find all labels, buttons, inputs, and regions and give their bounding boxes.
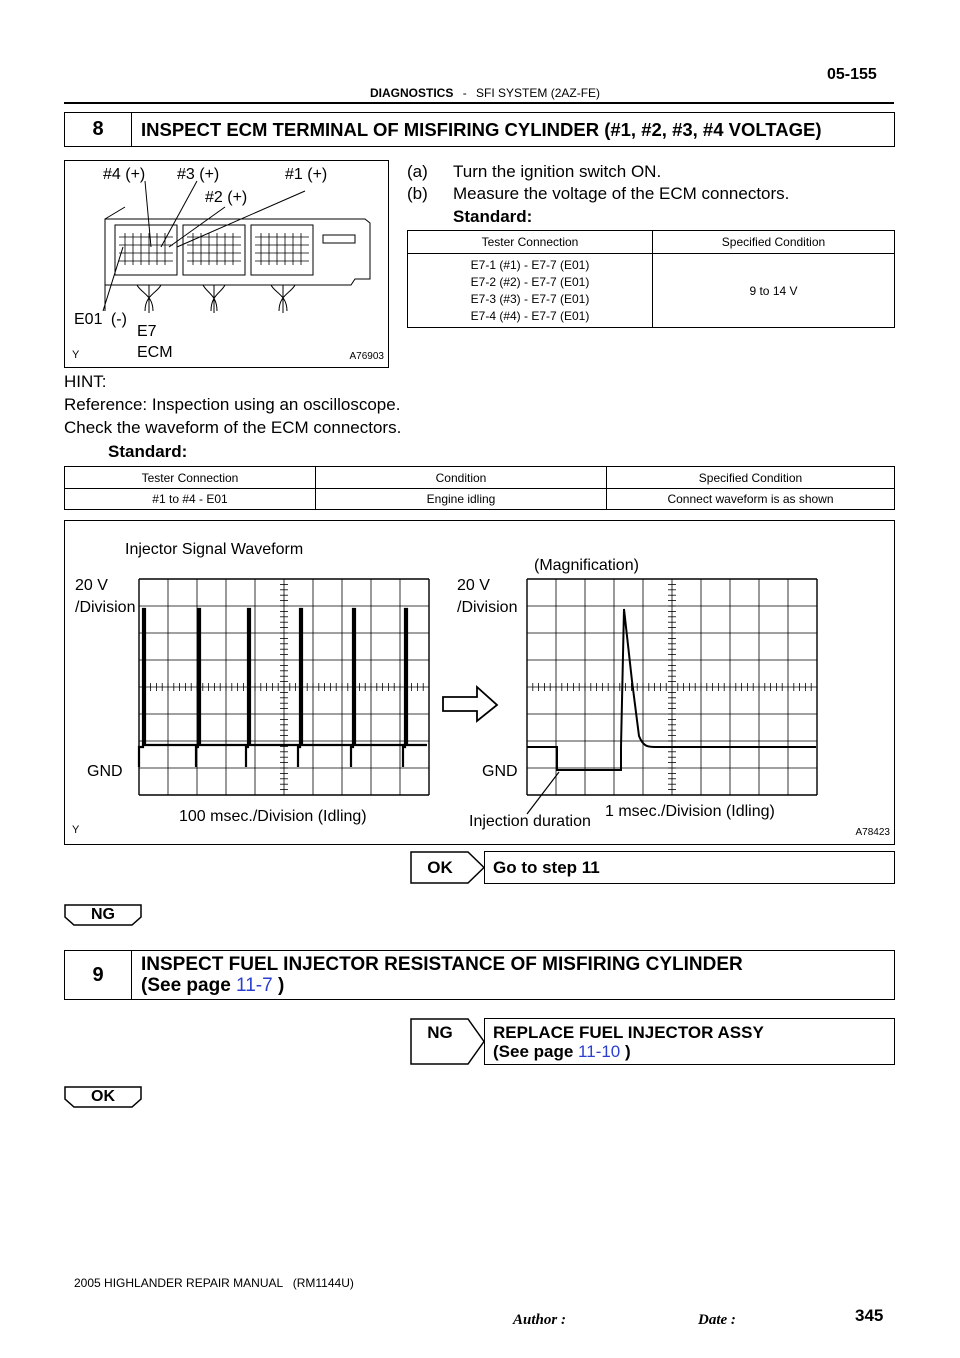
table1-connection-3: E7-3 (#3) - E7-7 (E01) — [470, 291, 590, 306]
standard-label-1: Standard: — [453, 207, 533, 226]
magnification-label: (Magnification) — [534, 557, 639, 574]
ng-tag-label: NG — [91, 906, 115, 923]
standard-label-2: Standard: — [108, 442, 188, 461]
instruction-b — [407, 184, 790, 204]
right-scale-div: /Division — [457, 599, 518, 616]
injection-duration-label: Injection duration — [469, 813, 591, 830]
instruction-b-text: Measure the voltage of the ECM connectors. — [453, 184, 790, 203]
instruction-b-marker: (b) — [407, 184, 428, 203]
label-pin2: #2 (+) — [205, 189, 248, 206]
hint-line-1: Reference: Inspection using an oscilloscope. — [64, 395, 401, 414]
left-scale-div: /Division — [75, 599, 136, 616]
left-time-scale: 100 msec./Division (Idling) — [179, 808, 367, 825]
step-8-title: INSPECT ECM TERMINAL OF MISFIRING CYLINDER (#1, #2, #3, #4 VOLTAGE) — [141, 119, 822, 140]
header-separator: - — [462, 86, 467, 100]
header-section: DIAGNOSTICS — [370, 86, 454, 100]
ng-see-prefix: (See page — [493, 1041, 579, 1061]
right-gnd: GND — [482, 763, 518, 780]
figure-y-mark: Y — [72, 349, 80, 361]
left-scale-v: 20 V — [75, 577, 108, 594]
waveform-figure — [64, 520, 895, 845]
instruction-a — [407, 162, 662, 182]
footer-page: 345 — [855, 1306, 884, 1325]
step-9-page-link[interactable]: 11-7 — [236, 975, 273, 996]
left-scope-grid — [139, 579, 429, 795]
footer-author-label: Author : — [513, 1312, 566, 1328]
ok-tag — [64, 1086, 142, 1108]
table1-connection-1: E7-1 (#1) - E7-7 (E01) — [470, 257, 590, 272]
table2-header-condition: Condition — [316, 467, 607, 489]
table1-header-connection: Tester Connection — [408, 231, 653, 254]
footer-date-label: Date : — [698, 1312, 736, 1328]
ng-result-action-line1: REPLACE FUEL INJECTOR ASSY — [493, 1022, 764, 1042]
ng-result-action[interactable] — [484, 1018, 895, 1065]
header-rule — [64, 102, 894, 104]
waveform-title: Injector Signal Waveform — [125, 541, 304, 558]
table2-connection: #1 to #4 - E01 — [65, 489, 316, 510]
hint-line-2: Check the waveform of the ECM connectors. — [64, 418, 402, 437]
ok-tag-label: OK — [91, 1088, 115, 1105]
ng-tag — [64, 904, 142, 926]
step-8-number: 8 — [65, 113, 132, 146]
waveform-y-mark: Y — [72, 824, 80, 836]
left-gnd: GND — [87, 763, 123, 780]
step-9-title — [141, 951, 888, 999]
table2-header-specified: Specified Condition — [607, 467, 895, 489]
magnify-arrow-icon — [443, 687, 497, 721]
ok-result-action-text: Go to step 11 — [493, 858, 600, 877]
step-9-title-line1: INSPECT FUEL INJECTOR RESISTANCE OF MISFIRING CYLINDER — [141, 954, 743, 975]
label-pin1: #1 (+) — [285, 166, 328, 183]
hint-label: HINT: — [64, 372, 107, 391]
label-e7: E7 — [137, 323, 157, 340]
label-ecm: ECM — [137, 344, 173, 361]
ok-result-action[interactable] — [484, 851, 895, 884]
waveform-code: A78423 — [855, 827, 890, 838]
footer-manual: 2005 HIGHLANDER REPAIR MANUAL (RM1144U) — [74, 1276, 354, 1290]
header-breadcrumb — [370, 86, 600, 100]
waveform-svg — [65, 521, 893, 843]
injection-duration-leader — [527, 772, 559, 814]
ng-result — [410, 1018, 895, 1065]
label-e01: E01 (-) — [74, 311, 127, 328]
step-9-see-prefix: (See page — [141, 975, 237, 996]
table2-specified: Connect waveform is as shown — [607, 489, 895, 510]
right-scope-grid — [527, 579, 817, 795]
header-subsection: SFI SYSTEM (2AZ-FE) — [476, 86, 601, 100]
ok-result-label: OK — [427, 857, 453, 877]
step-8-box — [64, 112, 895, 147]
figure-code: A76903 — [349, 351, 384, 362]
table1-connection-2: E7-2 (#2) - E7-7 (E01) — [470, 274, 590, 289]
spec-table-waveform — [64, 466, 895, 510]
ng-result-label: NG — [427, 1023, 453, 1042]
spec-table-voltage — [407, 230, 895, 328]
ng-see-suffix: ) — [620, 1041, 631, 1061]
table2-condition: Engine idling — [316, 489, 607, 510]
ng-result-page-link[interactable]: 11-10 — [578, 1041, 621, 1061]
label-pin4: #4 (+) — [103, 166, 146, 183]
table1-connection-4: E7-4 (#4) - E7-7 (E01) — [470, 308, 590, 323]
right-scale-v: 20 V — [457, 577, 490, 594]
step-9-see-suffix: ) — [272, 975, 285, 996]
step-9-title-line2 — [141, 975, 284, 996]
table1-header-condition: Specified Condition — [653, 231, 895, 254]
table1-condition: 9 to 14 V — [653, 254, 895, 328]
ok-result — [410, 851, 895, 884]
table2-header-connection: Tester Connection — [65, 467, 316, 489]
instruction-a-marker: (a) — [407, 162, 428, 181]
instruction-a-text: Turn the ignition switch ON. — [453, 162, 662, 181]
ng-result-action-line2 — [493, 1042, 894, 1061]
label-pin3: #3 (+) — [177, 166, 220, 183]
connector-figure — [64, 160, 389, 368]
step-9-number: 9 — [65, 951, 132, 999]
right-time-scale: 1 msec./Division (Idling) — [605, 803, 775, 820]
step-9-box — [64, 950, 895, 1000]
table1-connections — [408, 254, 653, 328]
page-number: 05-155 — [827, 66, 877, 83]
